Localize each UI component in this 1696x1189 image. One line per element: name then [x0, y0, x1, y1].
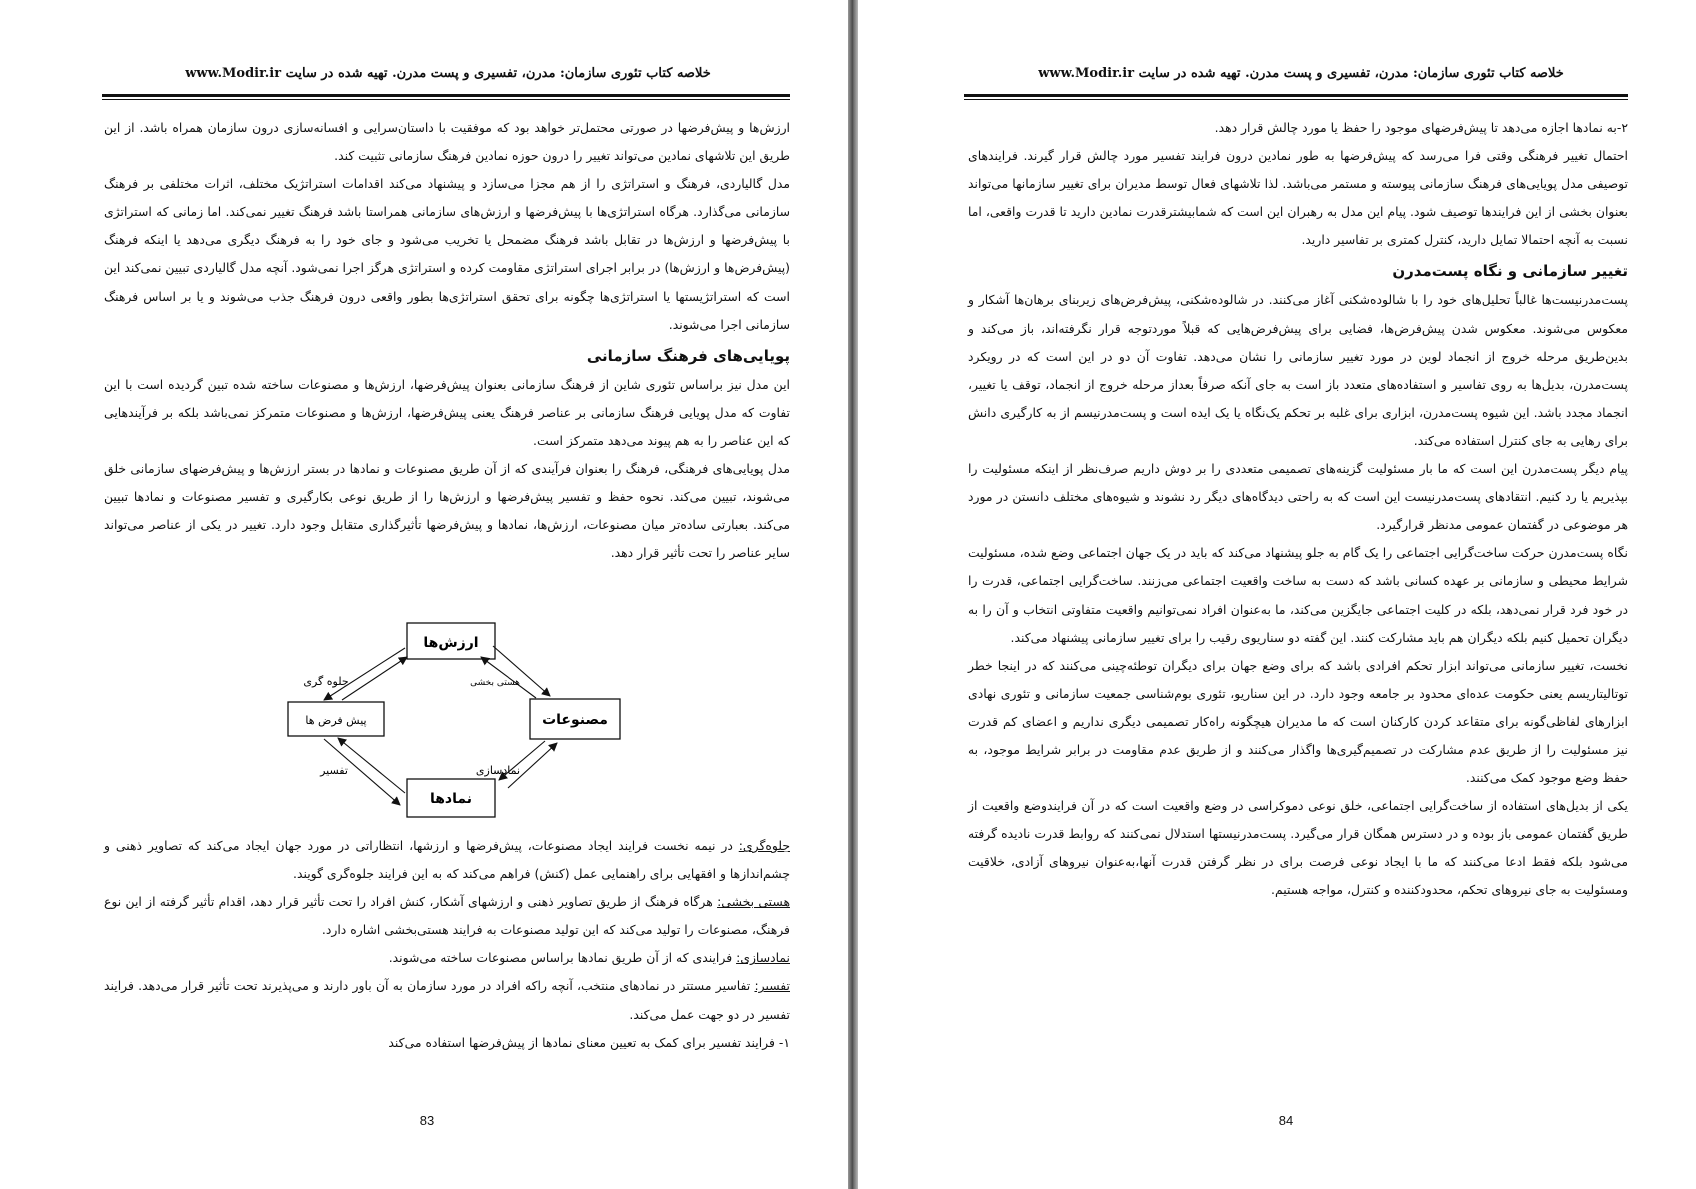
definition-term: جلوه‌گری: — [738, 838, 790, 853]
arrow-symbols-to-assumptions — [338, 738, 405, 793]
arrow-values-to-artifacts — [493, 646, 550, 696]
paragraph: پیام دیگر پست‌مدرن این است که ما بار مسئولیت گزینه‌های تصمیمی متعددی را بر دوش داریم صرف‌نظر از اینکه مسئولیت را بپذیریم یا رد کنیم. انتقادهای پست‌مدرنیست این است که به راحتی دیدگاه‌های دیگر رد نشوند و شیوه‌های مختلف دانستن در مورد هر موضوعی در گفتمان عمومی مدنظر قرارگیرد. — [968, 461, 1628, 533]
paragraph: مدل گالیاردی، فرهنگ و استراتژی را از هم مجزا می‌سازد و پیشنهاد می‌کند اقدامات استراتژیک مختلف، اثرات مختلفی بر فرهنگ سازمانی می‌گذارد. هرگاه استراتژی‌ها با پیش‌فرضها و ارزش‌های سازمانی همراستا باشد فرهنگ تغییر نمی‌کند. اما زمانی که استراتژی با پیش‌فرضها و ارزش‌ها در تقابل باشد فرهنگ مضمحل یا تخریب می‌شود و جای خود را به فرهنگ دیگری می‌دهد یا اینکه فرهنگ (پیش‌فرض‌ها و ارزش‌ها) در برابر اجرای استراتژی مقاومت کرده و استراتژی هرگز اجرا نمی‌شود. آنچه مدل گالیاردی تبیین نمی‌کند این است که استراتژیستها یا استراتژی‌ها چگونه برای تحقق استراتژی‌ها بطور واقعی درون فرهنگ جذب می‌شوند و یا بر اساس فرهنگ سازمانی اجرا می‌شوند. — [104, 176, 790, 332]
node-symbols: نمادها — [429, 791, 473, 807]
page-84-body — [968, 114, 1628, 905]
header-rule — [102, 94, 790, 97]
paragraph: این مدل نیز براساس تئوری شاین از فرهنگ سازمانی بعنوان پیش‌فرضها، ارزش‌ها و مصنوعات ساخته شده تبین گردیده است با این تفاوت که مدل پویایی فرهنگ سازمانی بر عناصر فرهنگ یعنی پیش‌فرضها، ارزش‌ها و مصنوعات متمرکز نمی‌باشد بلکه بر فرآیندهایی که این عناصر را به هم پیوند می‌دهد متمرکز است. — [104, 376, 790, 448]
page-number: 83 — [419, 1113, 435, 1128]
header-rule-thin — [102, 99, 790, 100]
header-site: www.Modir.ir — [1038, 66, 1135, 81]
culture-dynamics-diagram — [280, 612, 640, 827]
definition-text: فرایندی که از آن طریق نمادها براساس مصنوعات ساخته می‌شوند. — [388, 950, 737, 966]
definition-term: نمادسازی: — [736, 950, 790, 966]
header-text: خلاصه کتاب تئوری سازمان: مدرن، تفسیری و پست مدرن. تهیه شده در سایت — [1138, 66, 1564, 81]
paragraph: احتمال تغییر فرهنگی وقتی فرا می‌رسد که پیش‌فرضها به طور نمادین درون فرایند تفسیر مورد چالش قرار گیرند. فرایندهای توصیفی مدل پویایی‌های فرهنگ سازمانی پیوسته و مستمر می‌باشد. لذا تلاشهای فعال توسط مدیران برای تغییر سازمانها می‌تواند بعنوان بخشی از این فرایندها توصیف شود. پیام این مدل به رهبران این است که شمابیشترقدرت نمادین دارید تا قدرت واقعی، اما نسبت به آنچه احتمالا تمایل دارید، کنترل کمتری بر تفاسیر دارید. — [968, 148, 1628, 248]
definition-text: در نیمه نخست فرایند ایجاد مصنوعات، پیش‌فرضها و ارزشها، انتظاراتی در مورد جهان ایجاد می‌کند که تصاویر ذهنی و چشم‌اندازها و افقهایی برای راهنمایی عمل (کنش) فراهم می‌کند که به این فرایند جلوه‌گری گویند. — [104, 838, 790, 882]
definition-item — [104, 832, 790, 888]
section-heading: پویایی‌های فرهنگ سازمانی — [586, 346, 790, 365]
definition-text: تفاسیر مستتر در نمادهای منتخب، آنچه راکه افراد در مورد سازمان به آن باور دارند و می‌پذیرند تحت تأثیر قرار می‌دهد. فرایند تفسیر در دو جهت عمل می‌کند. — [104, 978, 790, 1022]
header-text: خلاصه کتاب تئوری سازمان: مدرن، تفسیری و پست مدرن. تهیه شده در سایت — [285, 66, 711, 81]
definition-item — [104, 972, 790, 1028]
page-83-body-top — [104, 114, 790, 567]
definition-term: تفسیر: — [754, 978, 790, 994]
header-rule-thin — [964, 99, 1628, 100]
running-header — [100, 66, 790, 86]
definition-text: هرگاه فرهنگ از طریق تصاویر ذهنی و ارزشهای آشکار، کنش افراد را تحت تأثیر قرار دهد، اقدام تأثیر گرفته از این نوع فرهنگ، مصنوعات را تولید می‌کند که این تولید مصنوعات به فرایند هستی‌بخشی اشاره دارد. — [104, 894, 790, 938]
edge-realization: هستی بخشی — [470, 678, 520, 688]
section-heading: تغییر سازمانی و نگاه پست‌مدرن — [1392, 262, 1628, 281]
paragraph: نخست، تغییر سازمانی می‌تواند ابزار تحکم افرادی باشد که برای وضع جهان برای دیگران توطئه‌چینی می‌کنند که در اینجا خطر توتالیتاریسم یعنی حکومت عده‌ای محدود بر جامعه وجود دارد. در این سناریو، تئوری بوم‌شناسی جمعیت سازمانی و تئوری نهادی ابزارهای لفاظی‌گونه برای متقاعد کردن کارکنان است که ما مدیران هیچگونه راه‌کار تصمیمی دیگری نداریم و اعضای کم قدرت نیز مسئولیت را از طریق عدم مشارکت در تصمیم‌گیری‌ها واگذار می‌کنند و از طریق عدم مقاومت در برابر شرایط موجود، به حفظ وضع موجود کمک می‌کنند. — [968, 657, 1628, 786]
paragraph: پست‌مدرنیست‌ها غالباً تحلیل‌های خود را با شالوده‌شکنی آغاز می‌کنند. در شالوده‌شکنی، پیش‌فرض‌های زیربنای برهان‌ها آشکار و معکوس می‌شوند. معکوس شدن پیش‌فرض‌ها، فضایی برای پیش‌فرض‌هایی که قبلاً موردتوجه قرار نگرفته‌اند، باز می‌کند و بدین‌طریق مرحله خروج از انجماد لوین در مورد تغییر سازمانی را نشان می‌دهد. تفاوت آن دو در این است که در رویکرد پست‌مدرن، بدیل‌ها به روی تفاسیر و استفاده‌های متعدد باز است به جای آنکه صرفاً بعداز مرحله خروج از انجماد، توقف یا تغییر، انجماد مجدد باشد. این شیوه پست‌مدرن، ابزاری برای غلبه بر تحکم یک‌نگاه یا یک ایده است و پست‌مدرنیسم از به کارگیری دانش برای رهایی به جای کنترل استفاده می‌کند. — [968, 292, 1628, 448]
node-artifacts: مصنوعات — [542, 712, 608, 728]
node-assumptions: پیش فرض ها — [305, 714, 367, 727]
running-header — [968, 66, 1628, 86]
definition-term: هستی بخشی: — [717, 894, 790, 910]
paragraph: نگاه پست‌مدرن حرکت ساخت‌گرایی اجتماعی را یک گام به جلو پیشنهاد می‌کند که باید در یک جهان اجتماعی وضع شده، مسئولیت شرایط محیطی و سازمانی بر عهده کسانی باشد که دست به ساخت واقعیت اجتماعی می‌زنند. ساخت‌گرایی اجتماعی، قدرت را در خود فرد قرار نمی‌دهد، بلکه در کلیت اجتماعی جایگزین می‌کند، ما به‌عنوان افراد نمی‌توانیم واقعیت متفاوتی انتخاب و آن را به دیگران تحمیل کنیم بلکه دیگران هم باید مشارکت کنند. این گفته دو سناریوی رقیب را برای تغییر سازمانی پیشنهاد می‌کند. — [968, 545, 1628, 645]
edge-manifestation: جلوه گری — [303, 675, 349, 688]
paragraph: ۲-به نمادها اجازه می‌دهد تا پیش‌فرضهای موجود را حفظ یا مورد چالش قرار دهد. — [1214, 120, 1628, 135]
edge-interpretation: تفسیر — [320, 764, 348, 777]
definition-item — [104, 888, 790, 944]
paragraph: ۱- فرایند تفسیر برای کمک به تعیین معنای نمادها از پیش‌فرضها استفاده می‌کند — [388, 1034, 790, 1050]
header-rule — [964, 94, 1628, 97]
page-83-body-bottom — [104, 832, 790, 1057]
book-gutter — [848, 0, 858, 1189]
edge-symbolization: نمادسازی — [475, 764, 521, 777]
page-number: 84 — [1278, 1113, 1294, 1128]
node-values: ارزش‌ها — [423, 635, 479, 651]
paragraph: ارزش‌ها و پیش‌فرضها در صورتی محتمل‌تر خواهد بود که موفقیت با داستان‌سرایی و افسانه‌سازی درون سازمان همراه باشد. از این طریق این تلاشهای نمادین می‌تواند تغییر را درون حوزه نمادین فرهنگ سازمانی تثبیت کند. — [104, 120, 790, 164]
definition-item — [104, 944, 790, 972]
arrow-values-to-assumptions — [324, 648, 405, 700]
paragraph: یکی از بدیل‌های استفاده از ساخت‌گرایی اجتماعی، خلق نوعی دموکراسی در وضع واقعیت است که در آن فرایندوضع واقعیت از طریق گفتمان عمومی باز بوده و در دسترس همگان قرار می‌گیرد. پست‌مدرنیستها استدلال نمی‌کنند که روابط قدرت نادیده گرفته می‌شود بلکه فقط ادعا می‌کنند که ما با ایجاد نوعی فرصت برای در نظر گرفتن قدرت آنها،به‌عنوان نیروهای آزادی، خلاقیت ومسئولیت به جای نیروهای تحکم، محدودکننده و کنترل، مواجه هستیم. — [968, 798, 1628, 898]
header-site: www.Modir.ir — [185, 66, 282, 81]
page-84 — [858, 0, 1696, 1189]
arrow-assumptions-to-values — [342, 657, 407, 700]
paragraph: مدل پویایی‌های فرهنگی، فرهنگ را بعنوان فرآیندی که از آن طریق مصنوعات و نمادها در بستر ارزش‌ها و پیش‌فرضهای سازمانی خلق می‌شوند، تبیین می‌کند. نحوه حفظ و تفسیر پیش‌فرضها و ارزش‌ها را از طریق نوعی بکارگیری و تفسیر مصنوعات و نمادها تبیین می‌کند. بعبارتی ساده‌تر میان مصنوعات، ارزش‌ها، نمادها و پیش‌فرضها تأثیرگذاری متقابل وجود دارد. تغییر در یکی از عناصر می‌تواند سایر عناصر را تحت تأثیر قرار دهد. — [104, 461, 790, 561]
